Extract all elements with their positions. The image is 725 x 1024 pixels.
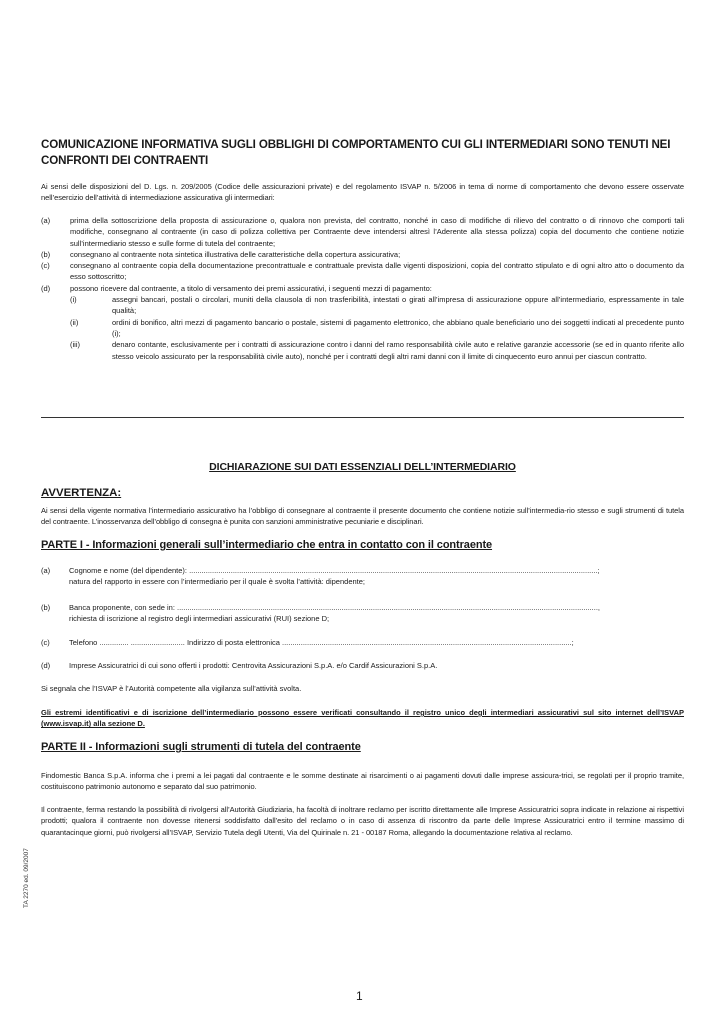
list-item-text: prima della sottoscrizione della proposta di assicurazione o, qualora non prevista, del contratto, nonché in caso di modifiche di rilievo del contratto o di rinnovo che comporti tali modifiche, consegnano al contraente (in caso di polizza collettiva per Contraente deve intendersi altresì l’Aderente alla stessa polizza) copia del documento che contiene notizie sull’intermediario stesso e sulle forme di tutela del contraente; [70, 216, 684, 248]
sub-item-text: denaro contante, esclusivamente per i contratti di assicurazione contro i danni del ramo responsabilità civile auto e relative garanzie accessorie (se ed in quanto riferite allo stesso veicolo assicurato per la responsabilità civile auto), nonché per i contratti degli altri rami danni con il limite di cinquecento euro annui per ciascun contratto. [112, 340, 684, 361]
list-item [41, 215, 684, 249]
list-item [41, 283, 684, 362]
employment-relation-line: natura del rapporto in essere con l’intermediario per il quale è svolta l’attività: dipendente; [69, 577, 366, 587]
phone-email-line: Telefono .............. .......................... Indirizzo di posta elettronica ...........................................................................................................................................; [69, 638, 574, 647]
register-note: Gli estremi identificativi e di iscrizione dell’intermediario possono essere verificati consultando il registro unico degli intermediari assicurativi sul sito internet dell’ISVAP (www.isvap.it) alla sezione D. [41, 708, 684, 729]
list-item-key: (c) [41, 261, 50, 271]
list-item [41, 249, 684, 260]
insurers-line: Imprese Assicuratrici di cui sono offerti i prodotti: Centrovita Assicurazioni S.p.A. e/o Cardif Assicurazioni S.p.A. [69, 661, 438, 670]
field-key: (c) [41, 638, 50, 647]
page-number: 1 [356, 989, 363, 1003]
findomestic-paragraph: Findomestic Banca S.p.A. informa che i premi a lei pagati dal contraente e le somme destinate ai risarcimenti o ai pagamenti dovuti dalle imprese assicura-trici, se regolati per il proprio tramite, costituiscono patrimonio autonomo e separato dal suo patrimonio. [41, 771, 684, 792]
sub-item-text: assegni bancari, postali o circolari, muniti della clausola di non trasferibilità, intestati o girati all’impresa di assicurazione oppure all’intermediario, espressamente in tale qualità; [112, 295, 684, 316]
list-item-text: consegnano al contraente nota sintetica illustrativa delle caratteristiche della copertura assicurativa; [70, 249, 401, 259]
sub-list-item [70, 294, 684, 317]
field-bank [41, 602, 684, 625]
list-item-key: (d) [41, 283, 51, 293]
list-item [41, 260, 684, 283]
part-two-title: PARTE II - Informazioni sugli strumenti di tutela del contraente [41, 741, 361, 753]
sub-list-item [70, 339, 684, 362]
list-item-key: (b) [41, 249, 51, 259]
employee-name-line: Cognome e nome (del dipendente): ....................................................................................................................................................................................................; [69, 566, 600, 575]
declaration-title: DICHIARAZIONE SUI DATI ESSENZIALI DELL’INTERMEDIARIO [209, 461, 516, 473]
intro-paragraph: Ai sensi delle disposizioni del D. Lgs. n. 209/2005 (Codice delle assicurazioni private) e del regolamento ISVAP n. 5/2006 in tema di norme di comportamento che devono essere osservate nell’esercizio dell’attività di intermediazione assicurativa gli intermediari: [41, 182, 684, 203]
list-item-text: consegnano al contraente copia della documentazione precontrattuale e contrattuale prevista dalle vigenti disposizioni, copia del contratto stipulato e di ogni altro atto o documento da esso sottoscritto; [70, 261, 684, 282]
sub-item-key: (i) [70, 295, 77, 305]
field-contacts [41, 637, 684, 648]
part-one-title: PARTE I - Informazioni generali sull’intermediario che entra in contatto con il contraente [41, 539, 493, 551]
document-title: COMUNICAZIONE INFORMATIVA SUGLI OBBLIGHI DI COMPORTAMENTO CUI GLI INTERMEDIARI SONO TENUTI NEI CONFRONTI DEI CONTRAENTI [41, 138, 671, 167]
complaint-paragraph: Il contraente, ferma restando la possibilità di rivolgersi all’Autorità Giudiziaria, ha facoltà di inoltrare reclamo per iscritto direttamente alle Imprese Assicuratrici sopra indicate in relazione ai rispettivi prodotti; qualora il contraente non dovesse ritenersi soddisfatto dall’esito del reclamo o in caso di assenza di riscontro da parte delle Imprese Assicuratrici entro il termine massimo di quarantacinque giorni, può rivolgersi all’ISVAP, Servizio Tutela degli Utenti, Via del Quirinale n. 21 - 00187 Roma, allegando la documentazione relativa al reclamo. [41, 805, 684, 837]
obligations-list [41, 215, 684, 362]
list-item-body [70, 283, 684, 362]
sub-item-key: (ii) [70, 317, 79, 327]
sub-item-key: (iii) [70, 340, 80, 350]
sub-item-text: ordini di bonifico, altri mezzi di pagamento bancario o postale, sistemi di pagamento elettronico, che abbiano quale beneficiario uno dei soggetti indicati al precedente punto (i); [112, 317, 684, 338]
field-insurers [41, 660, 684, 671]
field-key: (b) [41, 603, 51, 612]
rui-registration-line: richiesta di iscrizione al registro degli intermediari assicurativi (RUI) sezione D; [69, 614, 330, 624]
warning-paragraph: Ai sensi della vigente normativa l’intermediario assicurativo ha l’obbligo di consegnare al contraente il presente documento che contiene notizie sull’intermedia-rio stesso e sugli strumenti di tutela del contraente. L’inosservanza dell’obbligo di consegna è punita con sanzioni amministrative pecuniarie e disciplinari. [41, 506, 684, 527]
warning-title: AVVERTENZA: [41, 487, 122, 499]
list-item-key: (a) [41, 216, 51, 225]
sub-list-item [70, 317, 684, 340]
isvap-note: Si segnala che l’ISVAP è l’Autorità competente alla vigilanza sull’attività svolta. [41, 684, 302, 693]
field-key: (a) [41, 566, 51, 575]
bank-seat-line: Banca proponente, con sede in: .........................................................................................................................................................................................................., [69, 603, 600, 612]
field-key: (d) [41, 661, 51, 670]
field-name [41, 565, 684, 588]
section-divider [41, 417, 684, 418]
list-item-text: possono ricevere dal contraente, a titolo di versamento dei premi assicurativi, i seguenti mezzi di pagamento: [70, 283, 432, 293]
form-code: TA 2270 ed. 09/2007 [23, 848, 30, 908]
